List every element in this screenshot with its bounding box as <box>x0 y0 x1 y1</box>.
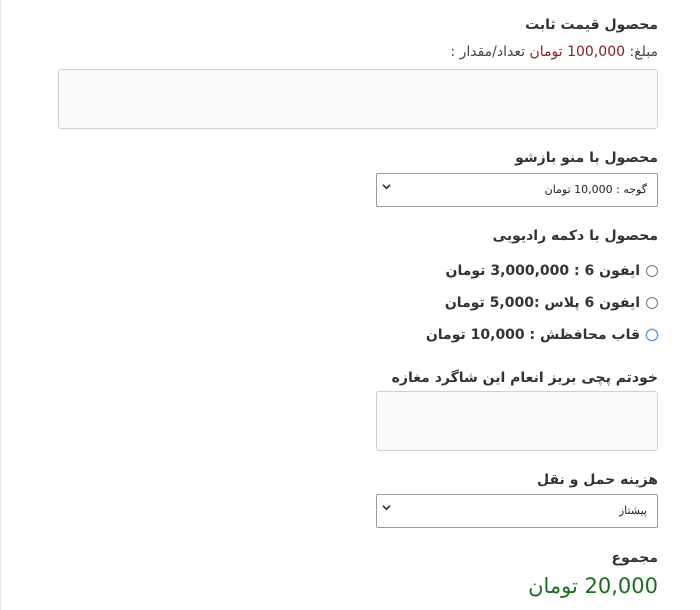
radio-button[interactable] <box>646 265 658 277</box>
quantity-field[interactable] <box>58 69 658 129</box>
fixed-price-product-label: محصول قیمت ثابت <box>525 17 658 33</box>
radio-option-iphone6-plus[interactable] <box>445 291 658 315</box>
shipping-dropdown-value: پیشتاز <box>618 504 647 517</box>
product-dropdown-value: گوجه : 10,000 تومان <box>544 183 647 196</box>
chevron-down-icon <box>382 502 391 515</box>
radio-option-case[interactable] <box>426 323 658 347</box>
radio-option-label: قاب محافظش : 10,000 تومان <box>425 327 640 343</box>
chevron-down-icon <box>382 181 391 194</box>
radio-option-label: ایفون 6 پلاس :5,000 تومان <box>444 295 640 311</box>
price-prefix: مبلغ: <box>629 44 658 60</box>
shipping-dropdown[interactable] <box>376 494 658 528</box>
radio-button[interactable] <box>646 297 658 309</box>
fixed-price-line <box>450 44 658 60</box>
total-label: مجموع <box>611 550 658 566</box>
price-value: 100,000 <box>567 44 626 60</box>
shipping-label: هزینه حمل و نقل <box>536 472 658 488</box>
radio-button[interactable] <box>646 329 658 341</box>
tip-label: خودتم پچی بریز انعام این شاگرد مغازه <box>391 370 658 386</box>
total-value: 20,000 تومان <box>528 574 658 598</box>
product-dropdown[interactable] <box>376 173 658 207</box>
page-left-border <box>0 0 1 610</box>
radio-product-label: محصول با دکمه رادیویی <box>492 228 658 244</box>
radio-option-iphone6[interactable] <box>446 259 658 283</box>
price-currency: تومان <box>529 44 563 60</box>
tip-field[interactable] <box>376 391 658 451</box>
radio-option-label: ایفون 6 : 3,000,000 تومان <box>445 263 640 279</box>
dropdown-product-label: محصول با منو بازشو <box>515 150 658 166</box>
quantity-label: تعداد/مقدار : <box>450 44 526 60</box>
